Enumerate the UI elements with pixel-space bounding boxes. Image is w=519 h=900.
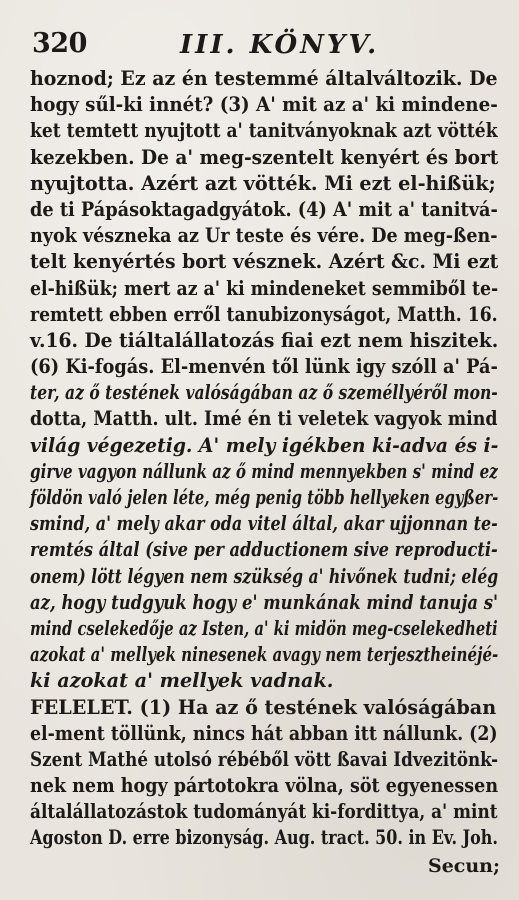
body-text xyxy=(30,66,500,852)
text-line: nek nem hogy pártotokra völna, söt egyenessen xyxy=(30,774,499,798)
text-line: onem) lött légyen nem szükség a' hivőnek tudni; elég xyxy=(30,564,499,588)
text-line: világ végezetig. A' mely igékben ki-adva és i- xyxy=(30,433,499,457)
text-line: mind cselekedője az Isten, a' ki midön meg-cselekedheti xyxy=(30,616,498,640)
text-line: nyok vészneka az Ur teste és vére. De meg-ßen- xyxy=(30,224,498,248)
text-line: kezekben. De a' meg-szentelt kenyért és bort xyxy=(30,145,499,169)
text-line: de ti Pápásoktagadgyátok. (4) A' mit a' tanitvá- xyxy=(30,197,498,221)
text-line: remtett ebben erről tanubizonyságot, Matth. 16. xyxy=(30,302,498,326)
text-line: az, hogy tudgyuk hogy e' munkának mind tanuja s' xyxy=(30,590,499,614)
text-line: dotta, Matth. ult. Imé én ti veletek vagyok mind xyxy=(30,407,498,431)
text-line: hoznod; Ez az én testemmé általváltozik. De xyxy=(30,67,498,90)
text-line: ter, az ő testének valóságában az ő személlyéről mon- xyxy=(30,381,498,405)
page-header xyxy=(30,22,510,58)
text-line: Agoston D. erre bizonyság. Aug. tract. 50. in Ev. Joh. xyxy=(30,826,498,850)
text-line: nyujtotta. Azért azt vötték. Mi ezt el-hißük; xyxy=(30,171,496,195)
text-line: girve vagyon nállunk az ő mind mennyekben s' mind ez xyxy=(30,459,498,483)
text-line: v.16. De tiáltalállatozás fiai ezt nem hiszitek. xyxy=(30,328,499,352)
text-line: (6) Ki-fogás. El-menvén től lünk igy szóll a' Pá- xyxy=(30,355,498,379)
text-line: smind, a' mely akar oda vitel által, akar ujjonnan te- xyxy=(30,512,498,536)
text-line: FELELET. (1) Ha az ő testének valóságában xyxy=(30,695,497,719)
text-line: telt kenyértés bort vésznek. Azért &c. Mi ezt xyxy=(30,250,499,274)
text-line: el-ment töllünk, nincs hát abban itt nállunk. (2) xyxy=(30,721,498,745)
text-line: földön való jelen léte, még penig több hellyeken egyßer- xyxy=(30,486,499,509)
text-line: el-hißük; mert az a' ki mindeneket semmiből te- xyxy=(30,276,499,300)
catchword: Secun; xyxy=(427,855,500,877)
catchword-row xyxy=(30,855,500,881)
running-head: III. KÖNYV. xyxy=(180,30,380,60)
page-number: 320 xyxy=(32,28,87,59)
text-line: hogy sűl-ki innét? (3) A' mit az a' ki mindene- xyxy=(30,93,498,117)
text-line: ket temtett nyujtott a' tanitványoknak azt vötték xyxy=(30,119,498,143)
text-line: azokat a' mellyek ninesenek avagy nem terjesztheinéjé- xyxy=(30,643,499,667)
text-line: ki azokat a' mellyek vadnak. xyxy=(30,669,334,693)
text-line: remtés által (sive per adductionem sive reproducti- xyxy=(30,538,498,562)
text-line: Szent Mathé utolsó rébéből vött ßavai Idvezitönk- xyxy=(30,747,499,771)
text-line: általállatozástok tudományát ki-fordittya, a' mint xyxy=(30,800,498,824)
